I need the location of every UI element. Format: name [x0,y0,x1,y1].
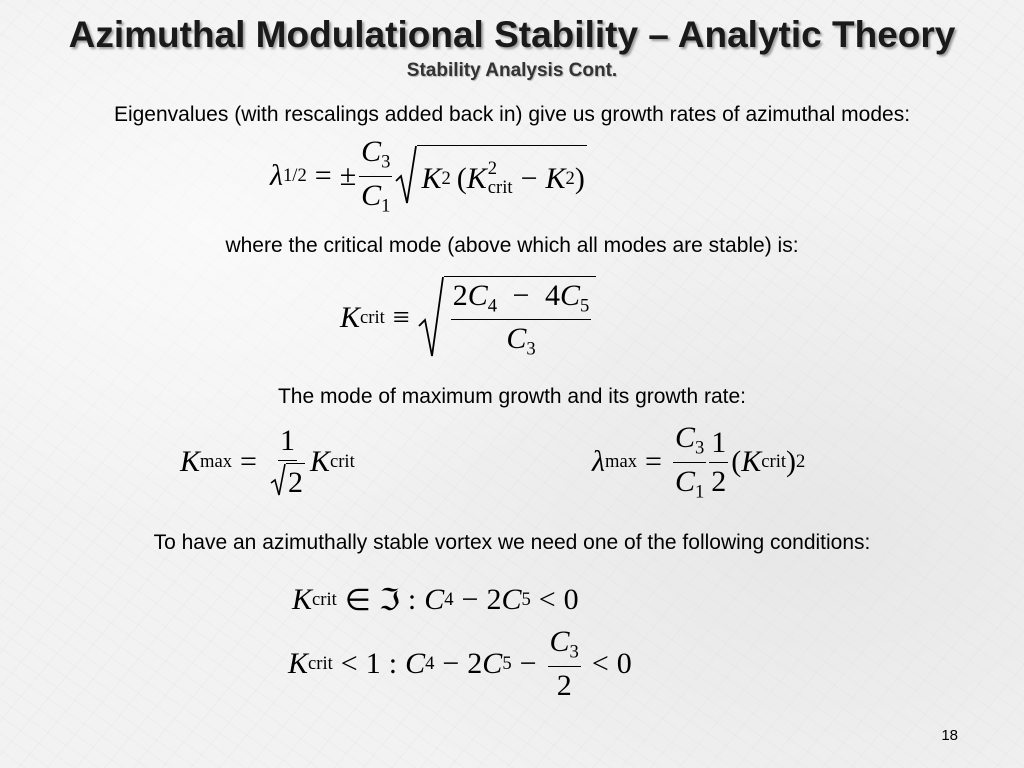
radical-sign-icon [395,145,417,207]
c3-over-c1-fraction [673,421,706,503]
c1-symbol: C [361,178,382,212]
one-over-sqrt2-fraction [268,424,307,500]
radicand [417,145,586,207]
kcrit-subscript: crit [360,307,385,328]
plus-minus-sign: ± [339,159,357,192]
k-symbol: K [421,161,442,195]
kcrit-subscript: crit [329,451,355,472]
lambda-subscript: 1/2 [283,165,307,186]
coefficient-4: 4 [544,278,560,312]
right-paren: ) [574,161,585,195]
kcrit-symbol: K [292,583,313,616]
kcrit-symbol: K [466,161,487,195]
eigenvalues-text: Eigenvalues (with rescalings added back in) give us growth rates of azimuthal modes: [113,103,911,126]
zero: 0 [563,583,579,616]
equals-sign: = [314,159,332,192]
c5-subscript: 5 [521,589,531,610]
sqrt2-denominator [268,461,307,500]
radicand [444,276,597,361]
slide-title: Azimuthal Modulational Stability – Analytic Theory [68,14,956,55]
eigenvalue-equation [270,136,587,216]
c5-symbol: C [482,647,503,680]
coefficient-2: 2 [486,583,502,616]
kcrit-subscript: crit [308,653,333,674]
numerator-one: 1 [709,426,728,463]
c4-subscript: 4 [487,295,498,316]
k-superscript-2: 2 [565,167,575,189]
kcrit-symbol: K [309,445,330,478]
max-growth-text: The mode of maximum growth and its growth rate: [277,385,747,408]
minus-sign-2: − [519,647,537,680]
c3-symbol: C [361,135,382,168]
slide-subtitle: Stability Analysis Cont. [406,60,618,81]
c3-subscript: 3 [526,338,536,360]
kcrit-subscript: crit [761,451,787,472]
lambda-subscript: max [605,451,638,472]
right-paren: ) [786,445,797,478]
c3-symbol: C [506,322,527,355]
c5-subscript: 5 [502,653,512,674]
kmax-subscript: max [200,451,233,472]
sqrt-radical [395,145,586,207]
c3-over-2-fraction [548,625,581,703]
coefficient-2: 2 [467,647,483,680]
c4-symbol: C [405,647,426,680]
equiv-sign: ≡ [392,301,410,334]
lambda-symbol: λ [270,159,283,192]
c3-symbol: C [674,421,695,454]
condition-2-equation [288,624,632,704]
c3-over-c1-fraction [359,135,392,217]
less-than-sign-2: < [591,647,609,680]
c3-subscript: 3 [569,641,579,663]
radical-sign-icon [418,276,444,360]
conditions-text: To have an azimuthally stable vortex we need one of the following conditions: [153,531,871,554]
element-of-sign: ∈ [344,583,371,617]
equals-sign: = [645,445,662,478]
kcrit-superscript: 2 [487,157,498,179]
coefficient-2: 2 [452,278,468,312]
minus-sign: − [512,278,530,312]
critical-mode-text: where the critical mode (above which all modes are stable) is: [225,234,799,257]
kcrit-subscript: crit [312,589,337,610]
lambda-symbol: λ [592,445,605,478]
denominator-two: 2 [556,668,572,702]
one-half-fraction [709,426,728,499]
less-than-sign: < [538,583,556,616]
c1-subscript: 1 [381,195,391,216]
radical-sign-icon [270,463,286,497]
c3-subscript: 3 [381,151,391,173]
kmax-symbol: K [180,445,201,478]
condition-1-equation [292,578,579,622]
kcrit-symbol: K [288,647,309,680]
k-superscript: 2 [441,167,451,189]
equals-sign: = [240,445,257,478]
kcrit-symbol: K [340,301,361,334]
colon: : [407,583,417,616]
sqrt-radical [418,276,597,361]
c5-symbol: C [559,278,580,312]
squared-superscript: 2 [796,451,806,472]
minus-sign: − [442,647,460,680]
c4-subscript: 4 [425,653,435,674]
c4-symbol: C [424,583,445,616]
zero: 0 [616,647,632,680]
page-number: 18 [941,727,958,744]
c3-subscript: 3 [694,437,705,459]
kcrit-subscript: crit [487,176,513,198]
denominator-two: 2 [711,464,727,498]
left-paren: ( [456,161,467,195]
one: 1 [365,647,381,680]
kcrit-symbol: K [741,445,762,478]
c1-subscript: 1 [694,481,705,502]
numerator-one: 1 [278,424,297,461]
minus-sign: − [520,161,538,195]
c5-symbol: C [501,583,522,616]
colon: : [388,647,398,680]
less-than-sign: < [340,647,358,680]
critical-mode-equation [340,272,596,364]
critical-fraction [451,279,592,361]
lambda-max-equation [592,422,805,502]
c4-symbol: C [467,278,488,312]
minus-sign: − [461,583,479,616]
kmax-equation [180,418,355,506]
left-paren: ( [731,445,742,478]
c1-symbol: C [674,464,695,498]
c4-subscript: 4 [444,589,454,610]
c5-subscript: 5 [579,295,590,316]
imaginary-part-symbol: ℑ [378,583,400,617]
c3-symbol: C [549,625,570,659]
k-symbol-2: K [545,161,566,195]
sqrt-two: 2 [286,463,305,500]
